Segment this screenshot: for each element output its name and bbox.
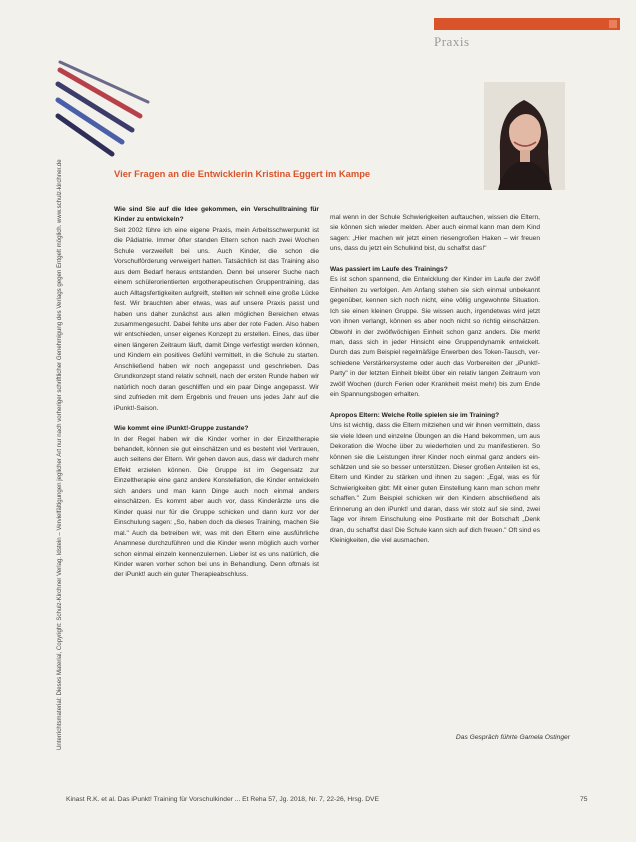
interview-credit: Das Gespräch führte Gamela Ostinger xyxy=(455,734,570,741)
page-number: 75 xyxy=(580,796,588,803)
left-column xyxy=(114,205,319,581)
pens-illustration xyxy=(52,58,172,158)
portrait-photo xyxy=(484,82,565,190)
interview-answer: mal wenn in der Schule Schwierigkeiten auftauchen, wissen die Eltern, sie können sich wieder melden. Aber auch einmal kann man dem Kind sagen: „Hier machen wir jetzt einen riesengroßen Haken – wir freuen uns, dass du jetzt ein Schulkind bist, du schaffst das!" xyxy=(330,214,540,253)
section-bar-cap xyxy=(609,20,617,28)
interview-answer: Seit 2002 führe ich eine eigene Praxis, mein Arbeitsschwerpunkt ist die Pädiatrie. Immer öfter standen Eltern schon nach zwei Wochen Schule verzweifelt bei uns. Auch Kinder, die schon die Vorschulförderung verweigert hatten. Tatsächlich ist das Training also aus dem Bedarf heraus entstanden. Denn bei unserer Suche nach einem schülerorientierten ergotherapeutischen Gruppentraining, das auch Alltagsfertigkeiten aufgreift, stellten wir schnell eine große Lücke fest. Wir brauchten aber etwas, was auf unsere Praxis passt und haben uns daher zunächst aus allen möglichen Bereichen etwas zusammengesucht. Dabei fehlte uns aber der rote Faden. Also haben wir entschieden, unser eigenes Konzept zu erstellen. Eines, das über einen längeren Zeitraum läuft, damit Dinge verfestigt werden können, und Kindern ein positives Gefühl vermittelt, in die Schule zu starten. Anschließend haben wir noch angepasst und geschrieben. Das Grundkonzept stand relativ schnell, nach der ersten Runde haben wir natürlich noch daran geschliffen und ein paar Dinge angepasst. Wir sind zufrieden mit dem Ergebnis und freuen uns jedes Jahr auf die iPunkt!-Saison. xyxy=(114,226,319,412)
interview-question: Was passiert im Laufe des Trainings? xyxy=(330,265,448,273)
interview-question: Wie kommt eine iPunkt!-Gruppe zustande? xyxy=(114,425,249,433)
interview-answer: Uns ist wichtig, dass die Eltern mitziehen und wir ihnen vermitteln, dass sie viele Ideen und einzelne Übungen an die Hand bekommen, um aus Dekoration die Woche über zu wiederholen und zu manifestieren. So können sie die Leistungen ihrer Kinder noch einmal ganz anders einschätzen und sie so besser unterstützen. Dieser großen Anteilen ist es, Eltern und Kinder zu stärken und ihnen zu sagen: „Egal, was es für Schwierigkeiten gibt: Mit einer guten Einstellung kann man schon mehr schaffen." Zum Beispiel schicken wir den Kindern abschließend als Erinnerung an den iPunkt! und daran, dass wir stolz auf sie sind, zwei Tage vor ihrem Einschulung eine Postkarte mit der Botschaft „Denk dran, du schaffst das! Die Schule kann sich auf dich freuen." Oft sind es Kleinigkeiten, die viel ausmachen. xyxy=(330,422,540,545)
article-headline: Vier Fragen an die Entwicklerin Kristina Eggert im Kampe xyxy=(114,168,371,179)
paragraph-gap xyxy=(330,255,540,265)
section-label: Praxis xyxy=(434,34,470,49)
paragraph-gap xyxy=(330,401,540,411)
copyright-note: Unterrichtsmaterial: Dieses Material, Copyright: Schulz-Kirchner Verlag. Idstein – Vervielfältigungen jeglicher Art nur nach vorheriger schriftlicher Genehmigung des Verlags gegen Entgelt möglich. www.schulz-kirchner.de xyxy=(56,159,63,750)
interview-answer: In der Regel haben wir die Kinder vorher in der Einzeltherapie behandelt, können sie gut einschätzen und es besteht viel Vertrauen, auch seitens der Eltern. Wir gehen davon aus, dass wir dadurch mehr Effekt erzielen können. Die Gruppe ist im Gegensatz zur Einzeltherapie eine ganz andere Konstellation, die Kinder entwickeln sich anders und man kann Dinge auch noch einmal anders einschätzen. Es kommt aber auch vor, dass Kinderärzte uns die Kinder quasi nur für die Gruppe schicken und dann kurz vor der Einschulung sagen: „So, haben doch da dieses Training, machen Sie mal." Auch da betreiben wir, was mit den Eltern eine ausführliche Anamnese durchzuführen und die Kinder wenn möglich auch vorher schon einmal einzeln kennenzulernen. Lieber ist es uns natürlich, die Kinder waren vorher schon bei uns in Behandlung. Denn oftmals ist der iPunkt! auch ein guter Therapieabschluss. xyxy=(114,435,319,579)
paragraph-gap xyxy=(114,414,319,424)
section-bar xyxy=(434,18,620,30)
interview-answer: Es ist schon spannend, die Entwicklung der Kinder im Laufe der zwölf Einheiten zu verfolgen. Am Anfang stehen sie sich einmal unbekannt gegenüber, kennen sich noch nicht, eine völlig ungewohnte Situation. Ich sie einen kleinen Gruppe. Sie wissen auch, irgendetwas wird jetzt von ihnen verlangt, können es aber noch nicht so richtig einschätzen. Obwohl in der zwölfwöchigen Einheit schon ganz anders. Die merkt man, dass sich in jeder Hinsicht eine Gruppendynamik entwickelt. Durch das zum Beispiel regelmäßige Erwerben des Token-Tausch, verschiedene Verstärkersysteme oder auch das Vorbereiten der „iPunkt!-Party" in der letzten Einheit bleibt über ein relativ langen Zeitraum von zwölf Wochen (durch Ferien oder Krankheit meist mehr) bis zum Ende ein Spannungsbogen erhalten. xyxy=(330,276,540,399)
citation-footer: Kinast R.K. et al. Das iPunkt! Training für Vorschulkinder ... Et Reha 57, Jg. 2018, Nr. 7, 22-26, Hrsg. DVE xyxy=(66,796,379,803)
right-column xyxy=(330,213,540,547)
interview-question: Apropos Eltern: Welche Rolle spielen sie im Training? xyxy=(330,411,500,419)
interview-question: Wie sind Sie auf die Idee gekommen, ein Verschulltraining für Kinder zu entwickeln? xyxy=(114,206,319,224)
